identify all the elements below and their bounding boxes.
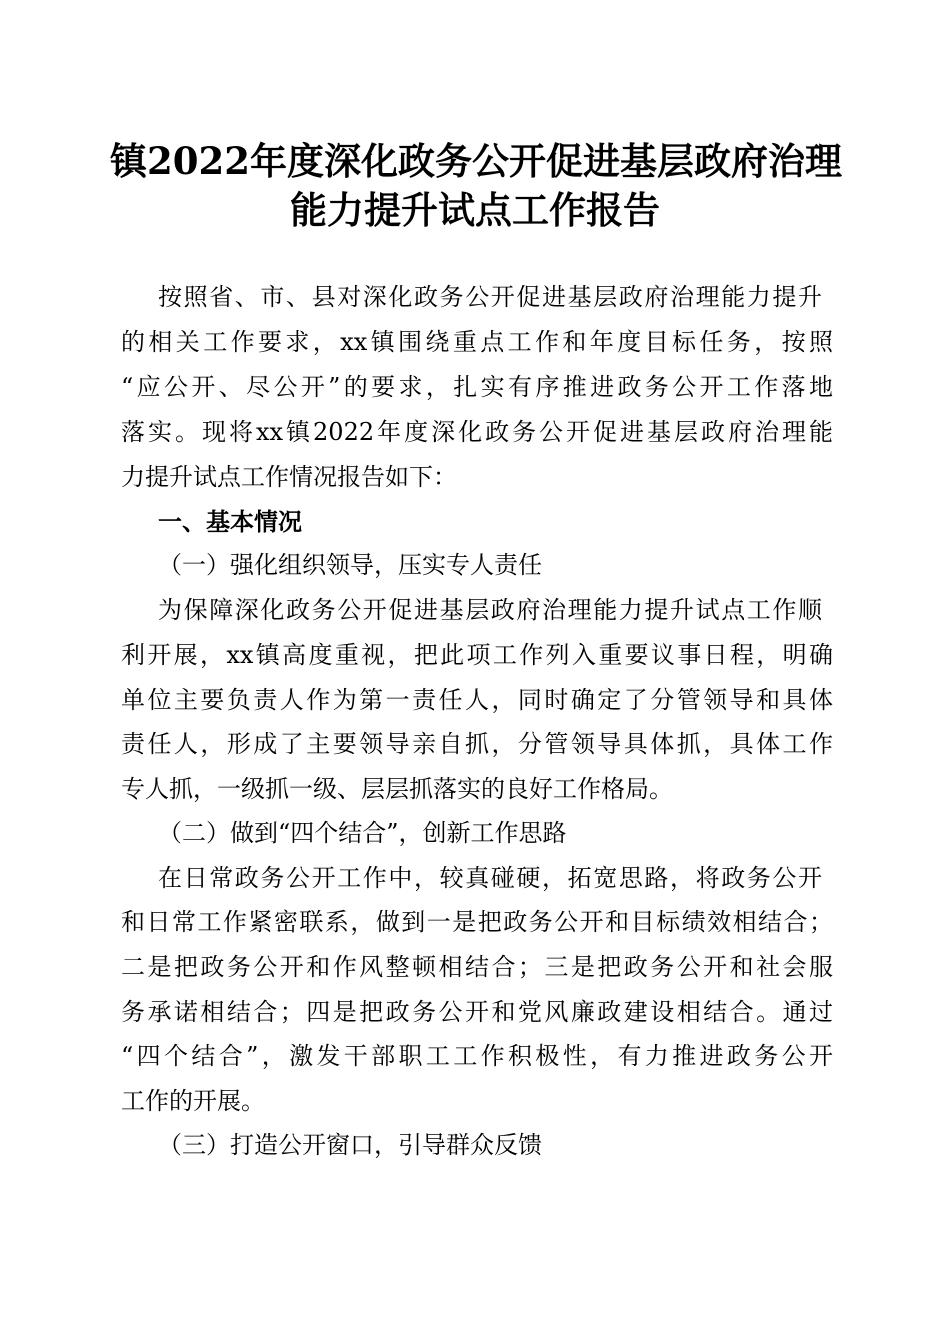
sub2-line-2: 和日常工作紧密联系，做到一是把政务公开和目标绩效相结合；	[121, 908, 833, 936]
intro-line-2: 的相关工作要求，xx镇围绕重点工作和年度目标任务，按照	[121, 328, 833, 356]
sub1-line-1: 为保障深化政务公开促进基层政府治理能力提升试点工作顺	[158, 596, 822, 624]
sub2-line-6: 工作的开展。	[121, 1087, 265, 1115]
subsection-heading-2: （二）做到“四个结合”，创新工作思路	[158, 819, 567, 847]
sub1-line-2: 利开展，xx镇高度重视，把此项工作列入重要议事日程，明确	[121, 641, 833, 669]
sub2-line-3: 二是把政务公开和作风整顿相结合；三是把政务公开和社会服	[121, 953, 833, 981]
sub2-line-5: “四个结合”，激发干部职工工作积极性，有力推进政务公开	[121, 1042, 833, 1070]
intro-line-5: 力提升试点工作情况报告如下：	[121, 463, 457, 491]
subsection-heading-3: （三）打造公开窗口，引导群众反馈	[158, 1131, 542, 1159]
subsection-heading-1: （一）强化组织领导，压实专人责任	[158, 551, 542, 579]
sub1-line-3: 单位主要负责人作为第一责任人，同时确定了分管领导和具体	[121, 686, 833, 714]
sub1-line-4: 责任人，形成了主要领导亲自抓，分管领导具体抓，具体工作	[121, 730, 833, 758]
section-heading-basic-situation: 一、基本情况	[158, 508, 302, 536]
sub1-line-5: 专人抓，一级抓一级、层层抓落实的良好工作格局。	[121, 775, 673, 803]
document-title-line-1: 镇2022年度深化政务公开促进基层政府治理	[110, 139, 842, 183]
intro-line-3: “应公开、尽公开”的要求，扎实有序推进政务公开工作落地	[121, 373, 833, 401]
sub2-line-4: 务承诺相结合；四是把政务公开和党风廉政建设相结合。通过	[121, 998, 833, 1026]
sub2-line-1: 在日常政务公开工作中，较真碰硬，拓宽思路，将政务公开	[158, 864, 822, 892]
intro-line-1: 按照省、市、县对深化政务公开促进基层政府治理能力提升	[158, 283, 822, 311]
intro-line-4: 落实。现将xx镇2022年度深化政务公开促进基层政府治理能	[121, 418, 833, 446]
document-title-line-2: 能力提升试点工作报告	[290, 188, 660, 232]
